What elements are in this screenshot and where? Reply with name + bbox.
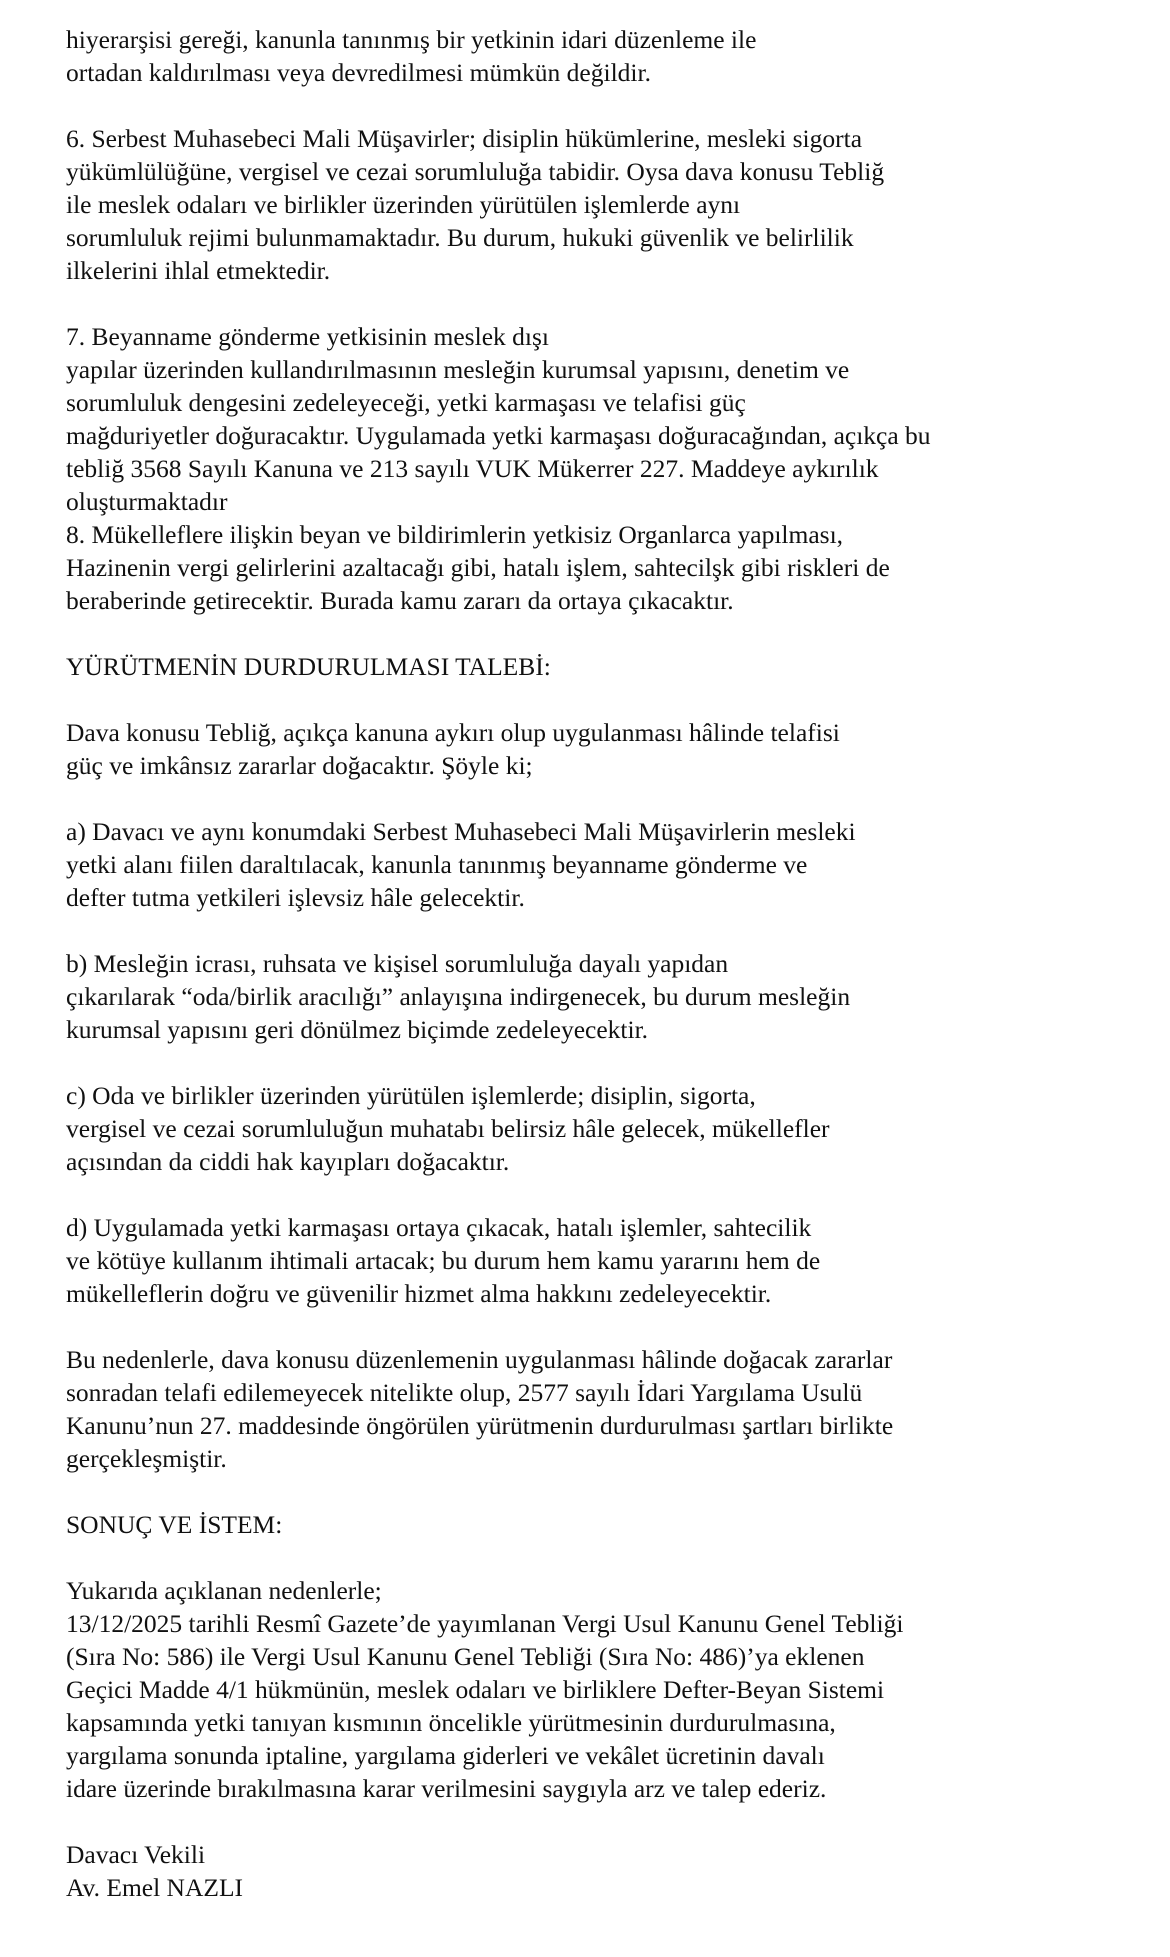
text-line: SONUÇ VE İSTEM: <box>66 1510 283 1539</box>
paragraph-item-d <box>66 1211 1126 1310</box>
text-line: 7. Beyanname gönderme yetkisinin meslek dışı <box>66 322 549 351</box>
text-line: defter tutma yetkileri işlevsiz hâle gelecektir. <box>66 883 525 912</box>
text-line: ile meslek odaları ve birlikler üzerinden yürütülen işlemlerde aynı <box>66 190 741 219</box>
paragraph-istem <box>66 1574 1126 1805</box>
paragraph-gap <box>66 1805 1126 1838</box>
text-line: kurumsal yapısını geri dönülmez biçimde zedeleyecektir. <box>66 1015 649 1044</box>
text-line: hiyerarşisi gereği, kanunla tanınmış bir yetkinin idari düzenleme ile <box>66 25 757 54</box>
text-line: Geçici Madde 4/1 hükmünün, meslek odaları ve birliklere Defter-Beyan Sistemi <box>66 1675 885 1704</box>
text-line: 8. Mükelleflere ilişkin beyan ve bildirimlerin yetkisiz Organlarca yapılması, <box>66 520 844 549</box>
text-line: yükümlülüğüne, vergisel ve cezai sorumluluğa tabidir. Oysa dava konusu Tebliğ <box>66 157 885 186</box>
paragraph-gap <box>66 617 1126 650</box>
paragraph-gap <box>66 683 1126 716</box>
text-line: ve kötüye kullanım ihtimali artacak; bu durum hem kamu yararını hem de <box>66 1246 821 1275</box>
paragraph-item-6 <box>66 122 1126 287</box>
text-line: güç ve imkânsız zararlar doğacaktır. Şöyle ki; <box>66 751 533 780</box>
text-line: yargılama sonunda iptaline, yargılama giderleri ve vekâlet ücretinin davalı <box>66 1741 825 1770</box>
text-line: beraberinde getirecektir. Burada kamu zararı da ortaya çıkacaktır. <box>66 586 734 615</box>
paragraph-bu-nedenlerle <box>66 1343 1126 1475</box>
paragraph-gap <box>66 1475 1126 1508</box>
text-line: (Sıra No: 586) ile Vergi Usul Kanunu Genel Tebliği (Sıra No: 486)’ya eklenen <box>66 1642 865 1671</box>
paragraph-dava-konusu <box>66 716 1126 782</box>
text-line: gerçekleşmiştir. <box>66 1444 227 1473</box>
document-body <box>66 23 1126 1904</box>
text-line: Kanunu’nun 27. maddesinde öngörülen yürütmenin durdurulması şartları birlikte <box>66 1411 894 1440</box>
text-line: sorumluluk dengesini zedeleyeceği, yetki karmaşası ve telafisi güç <box>66 388 746 417</box>
text-line: yapılar üzerinden kullandırılmasının mesleğin kurumsal yapısını, denetim ve <box>66 355 850 384</box>
text-line: mağduriyetler doğuracaktır. Uygulamada yetki karmaşası doğuracağından, açıkça bu <box>66 421 931 450</box>
paragraph-hiyerarsi <box>66 23 1126 89</box>
paragraph-gap <box>66 1310 1126 1343</box>
paragraph-gap <box>66 914 1126 947</box>
text-line: 6. Serbest Muhasebeci Mali Müşavirler; disiplin hükümlerine, mesleki sigorta <box>66 124 863 153</box>
text-line: açısından da ciddi hak kayıpları doğacaktır. <box>66 1147 510 1176</box>
text-line: çıkarılarak “oda/birlik aracılığı” anlayışına indirgenecek, bu durum mesleğin <box>66 982 851 1011</box>
paragraph-item-b <box>66 947 1126 1046</box>
text-line: tebliğ 3568 Sayılı Kanuna ve 213 sayılı VUK Mükerrer 227. Maddeye aykırılık <box>66 454 879 483</box>
text-line: sorumluluk rejimi bulunmamaktadır. Bu durum, hukuki güvenlik ve belirlilik <box>66 223 854 252</box>
text-line: oluşturmaktadır <box>66 487 228 516</box>
text-line: ortadan kaldırılması veya devredilmesi mümkün değildir. <box>66 58 651 87</box>
text-line: d) Uygulamada yetki karmaşası ortaya çıkacak, hatalı işlemler, sahtecilik <box>66 1213 812 1242</box>
text-line: kapsamında yetki tanıyan kısmının öncelikle yürütmesinin durdurulmasına, <box>66 1708 836 1737</box>
paragraph-gap <box>66 1178 1126 1211</box>
paragraph-heading-sonuc <box>66 1508 1126 1541</box>
paragraph-gap <box>66 1541 1126 1574</box>
text-line: Bu nedenlerle, dava konusu düzenlemenin uygulanması hâlinde doğacak zararlar <box>66 1345 893 1374</box>
text-line: Davacı Vekili <box>66 1840 206 1869</box>
text-line: idare üzerinde bırakılmasına karar verilmesini saygıyla arz ve talep ederiz. <box>66 1774 827 1803</box>
text-line: vergisel ve cezai sorumluluğun muhatabı belirsiz hâle gelecek, mükellefler <box>66 1114 830 1143</box>
paragraph-item-c <box>66 1079 1126 1178</box>
text-line: mükelleflerin doğru ve güvenilir hizmet alma hakkını zedeleyecektir. <box>66 1279 772 1308</box>
text-line: 13/12/2025 tarihli Resmî Gazete’de yayımlanan Vergi Usul Kanunu Genel Tebliği <box>66 1609 904 1638</box>
text-line: Dava konusu Tebliğ, açıkça kanuna aykırı olup uygulanması hâlinde telafisi <box>66 718 840 747</box>
paragraph-gap <box>66 287 1126 320</box>
paragraph-gap <box>66 782 1126 815</box>
text-line: sonradan telafi edilemeyecek nitelikte olup, 2577 sayılı İdari Yargılama Usulü <box>66 1378 863 1407</box>
text-line: Hazinenin vergi gelirlerini azaltacağı gibi, hatalı işlem, sahtecilşk gibi riskleri de <box>66 553 890 582</box>
paragraph-item-7-8 <box>66 320 1126 617</box>
text-line: Yukarıda açıklanan nedenlerle; <box>66 1576 382 1605</box>
paragraph-item-a <box>66 815 1126 914</box>
text-line: b) Mesleğin icrası, ruhsata ve kişisel sorumluluğa dayalı yapıdan <box>66 949 729 978</box>
paragraph-gap <box>66 89 1126 122</box>
text-line: yetki alanı fiilen daraltılacak, kanunla tanınmış beyanname gönderme ve <box>66 850 808 879</box>
paragraph-signature <box>66 1838 1126 1904</box>
text-line: Av. Emel NAZLI <box>66 1873 244 1902</box>
paragraph-heading-yd <box>66 650 1126 683</box>
text-line: a) Davacı ve aynı konumdaki Serbest Muhasebeci Mali Müşavirlerin mesleki <box>66 817 856 846</box>
paragraph-gap <box>66 1046 1126 1079</box>
text-line: c) Oda ve birlikler üzerinden yürütülen işlemlerde; disiplin, sigorta, <box>66 1081 756 1110</box>
text-line: YÜRÜTMENİN DURDURULMASI TALEBİ: <box>66 652 551 681</box>
text-line: ilkelerini ihlal etmektedir. <box>66 256 331 285</box>
